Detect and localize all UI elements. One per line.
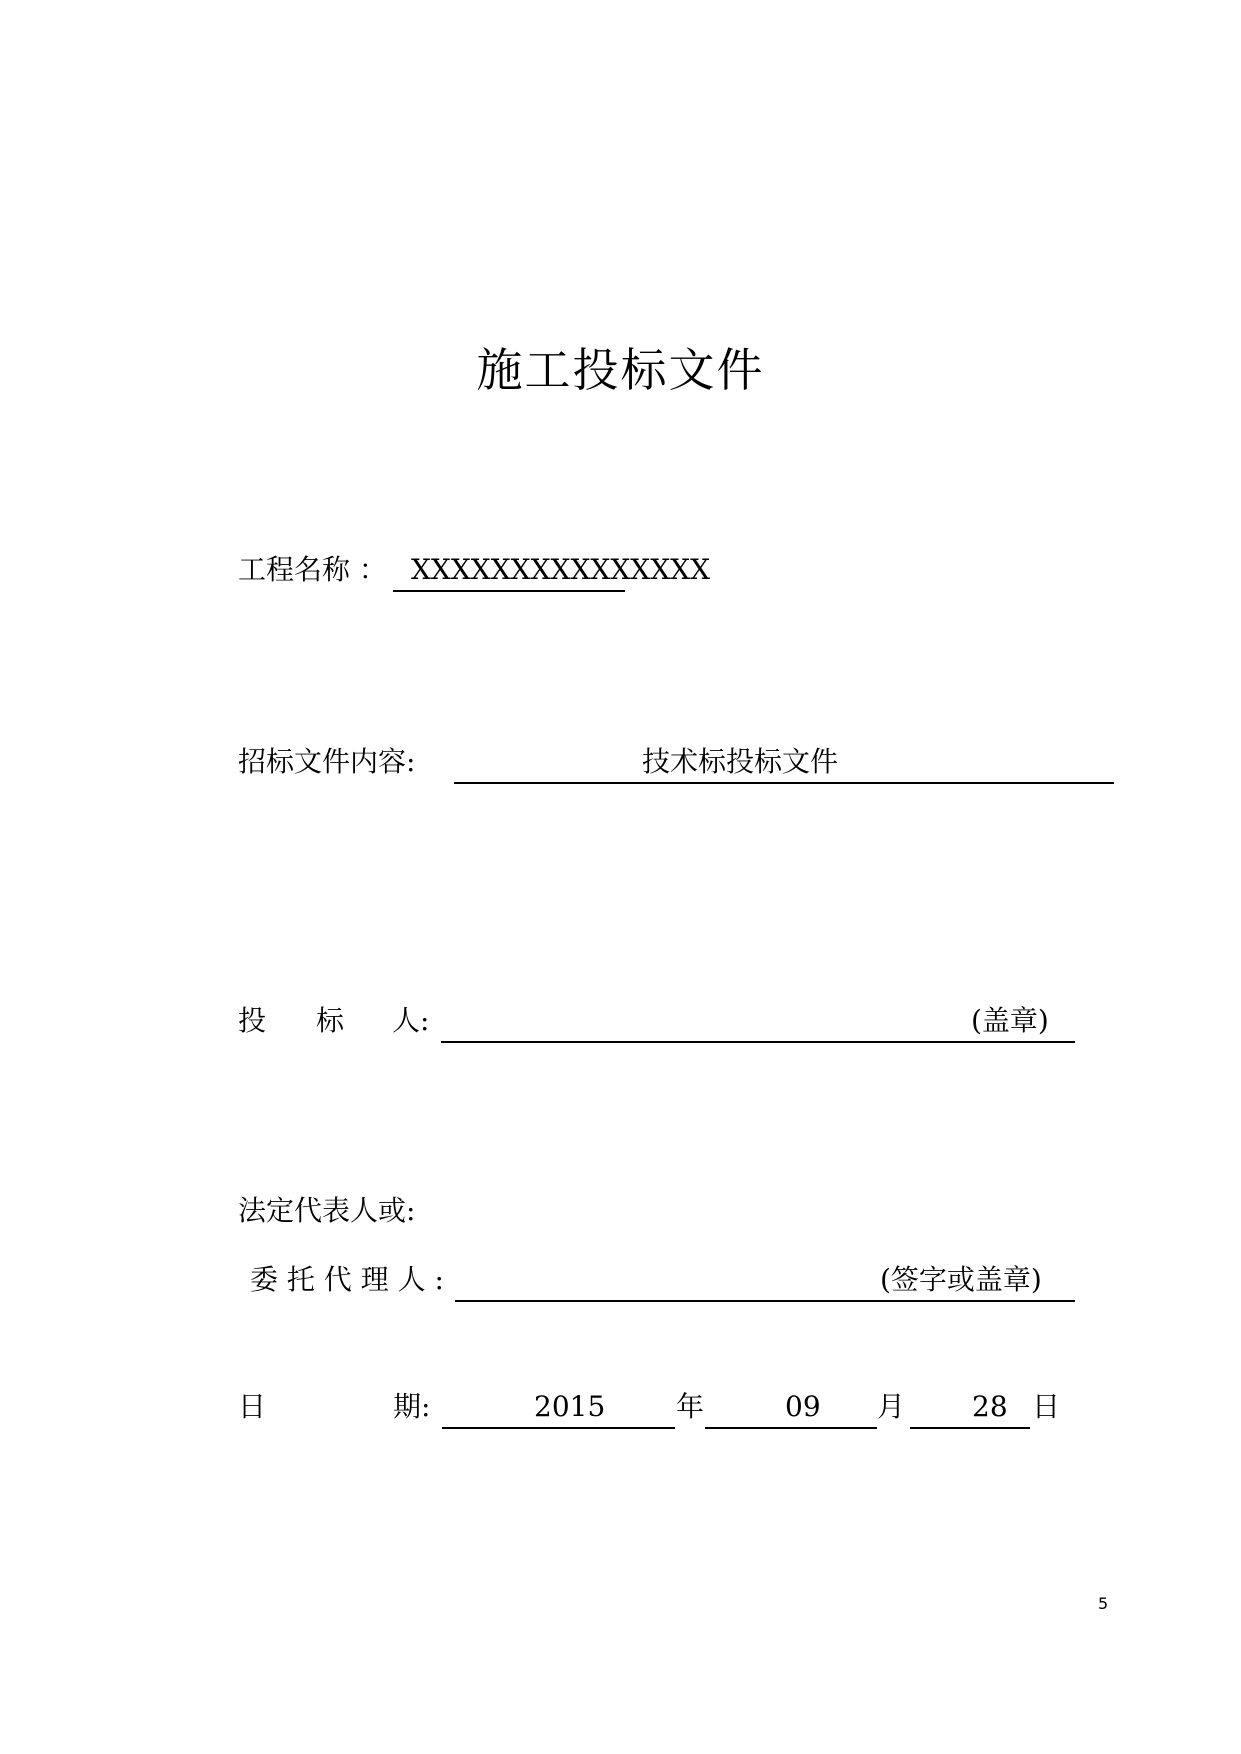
representative-label-row bbox=[238, 1191, 638, 1231]
date-label-start: 日 bbox=[238, 1390, 267, 1423]
year-value: 2015 bbox=[534, 1390, 606, 1423]
representative-row bbox=[238, 1260, 1078, 1300]
page-number: 5 bbox=[1098, 1594, 1109, 1613]
representative-seal-note: (签字或盖章) bbox=[880, 1263, 1042, 1296]
bidder-label-char-2: 标 bbox=[316, 1004, 345, 1037]
date-label-end: 期: bbox=[393, 1390, 431, 1423]
bidder-seal-note: (盖章) bbox=[971, 1004, 1049, 1037]
bidder-signature-line bbox=[441, 1001, 1075, 1043]
day-unit: 日 bbox=[1032, 1390, 1061, 1423]
project-name-line bbox=[393, 550, 711, 592]
year-line bbox=[442, 1387, 675, 1429]
month-unit: 月 bbox=[877, 1390, 906, 1423]
project-name-label: 工程名称 ： bbox=[238, 553, 387, 586]
document-title: 施工投标文件 bbox=[476, 343, 765, 397]
project-name-row bbox=[238, 550, 938, 590]
month-line bbox=[705, 1387, 877, 1429]
tender-content-label: 招标文件内容: bbox=[238, 745, 416, 778]
bidder-label-char-3: 人: bbox=[392, 1004, 430, 1037]
representative-signature-line bbox=[455, 1260, 1075, 1302]
bidder-label-char-1: 投 bbox=[238, 1004, 267, 1037]
tender-content-value: 技术标投标文件 bbox=[642, 745, 839, 778]
day-value: 28 bbox=[972, 1390, 1008, 1423]
year-unit: 年 bbox=[676, 1390, 705, 1423]
month-value: 09 bbox=[785, 1390, 821, 1423]
tender-content-line bbox=[454, 742, 1114, 784]
representative-label-line2: 委 托 代 理 人 : bbox=[250, 1263, 444, 1296]
bidder-row bbox=[238, 1001, 1078, 1041]
date-row bbox=[238, 1387, 1061, 1427]
day-line bbox=[910, 1387, 1030, 1429]
project-name-value: XXXXXXXXXXXXXXX bbox=[411, 553, 711, 586]
tender-content-row bbox=[238, 742, 1118, 782]
representative-label-line1: 法定代表人或: bbox=[238, 1194, 416, 1227]
